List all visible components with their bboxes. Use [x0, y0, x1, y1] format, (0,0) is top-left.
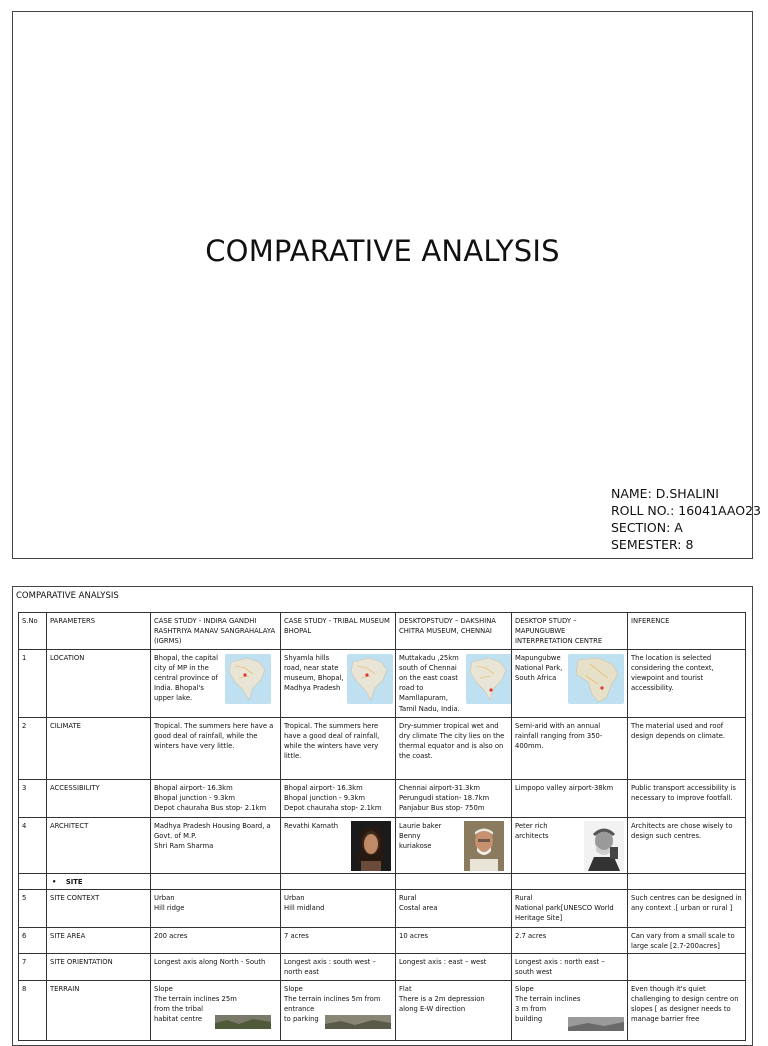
line: Bhopal junction - 9.3km [284, 793, 366, 802]
parameter-label: LOCATION [47, 649, 151, 717]
empty-cell [151, 873, 281, 889]
architect-photo [464, 821, 504, 871]
cell-text: Mapungubwe National Park, South Africa [515, 653, 563, 682]
architect-photo [351, 821, 391, 871]
line: Panjabur Bus stop- 750m [399, 803, 485, 812]
author-block [611, 485, 761, 553]
line: The terrain inclines 25m [154, 994, 237, 1003]
line: Bhopal airport- 16.3km [154, 783, 233, 792]
table-row [19, 717, 746, 779]
line: Revathi Kamath [284, 821, 339, 830]
location-cell [512, 649, 628, 717]
line: Benny [399, 831, 421, 840]
header-cell: S.No [19, 613, 47, 650]
header-cell: DESKTOP STUDY – MAPUNGUBWE INTERPRETATION CENTRE [512, 613, 628, 650]
comparison-title: COMPARATIVE ANALYSIS [16, 591, 119, 601]
parameter-label: ARCHITECT [47, 817, 151, 873]
parameter-label: TERRAIN [47, 980, 151, 1040]
comparison-table [18, 612, 746, 1041]
header-cell: CASE STUDY - TRIBAL MUSEUM BHOPAL [281, 613, 396, 650]
cell-text: Longest axis : east – west [396, 954, 512, 980]
cell-text: Semi-arid with an annual rainfall ranging from 350-400mm. [512, 717, 628, 779]
table-row [19, 649, 746, 717]
parameter-label: CILIMATE [47, 717, 151, 779]
cell-text [512, 889, 628, 927]
cell-text: 7 acres [281, 927, 396, 953]
architect-cell [512, 817, 628, 873]
cell-text [281, 889, 396, 927]
line: Slope [284, 984, 303, 993]
cell-text: 200 acres [151, 927, 281, 953]
parameter-label: ACCESSIBILITY [47, 779, 151, 817]
header-cell: INFERENCE [628, 613, 746, 650]
header-cell: PARAMETERS [47, 613, 151, 650]
line: Hill ridge [154, 903, 185, 912]
cell-text: Tropical. The summers here have a good deal of rainfall, while the winters have very little. [281, 717, 396, 779]
parameter-label: SITE ORIENTATION [47, 954, 151, 980]
slide-title: COMPARATIVE ANALYSIS [205, 234, 560, 268]
cell-text: 2.7 acres [512, 927, 628, 953]
author-roll-no: ROLL NO.: 16041AAO23 [611, 503, 762, 518]
cell-text [396, 779, 512, 817]
empty-cell [19, 873, 47, 889]
line: National park[UNESCO World Heritage Site] [515, 903, 614, 923]
line: Urban [284, 893, 305, 902]
inference-cell: Architects are chose wisely to design such centres. [628, 817, 746, 873]
line: Slope [154, 984, 173, 993]
inference-cell [628, 954, 746, 980]
line: Perungudi station- 18.7km [399, 793, 490, 802]
location-cell [396, 649, 512, 717]
line: from the tribal [154, 1004, 204, 1013]
line: Laurie baker [399, 821, 442, 830]
terrain-cell [281, 980, 396, 1040]
line: The terrain inclines 5m from [284, 994, 381, 1003]
line: Costal area [399, 903, 438, 912]
table-row [19, 927, 746, 953]
line: Slope [515, 984, 534, 993]
cell-text: 10 acres [396, 927, 512, 953]
cell-text: Shyamla hills road, near state museum, Bhopal, Madhya Pradesh [284, 653, 344, 693]
cell-text [151, 779, 281, 817]
row-number: 4 [19, 817, 47, 873]
line: Depot chauraha stop- 2.1km [284, 803, 382, 812]
cell-text: Longest axis : south west – north east [281, 954, 396, 980]
inference-cell: Even though it's quiet challenging to design centre on slopes [ as designer needs to manage barrier free [628, 980, 746, 1040]
line: Rural [515, 893, 533, 902]
table-header-row [19, 613, 746, 650]
location-cell [151, 649, 281, 717]
row-number: 2 [19, 717, 47, 779]
line: along E-W direction [399, 1004, 466, 1013]
line: Flat [399, 984, 412, 993]
table-row [19, 779, 746, 817]
line: Bhopal junction - 9.3km [154, 793, 236, 802]
cell-text [396, 889, 512, 927]
parameter-label: SITE AREA [47, 927, 151, 953]
row-number: 8 [19, 980, 47, 1040]
row-number: 3 [19, 779, 47, 817]
cell-text [151, 889, 281, 927]
table-row [19, 889, 746, 927]
line: Chennai airport-31.3km [399, 783, 480, 792]
line: architects [515, 831, 549, 840]
header-cell: DESKTOPSTUDY – DAKSHINA CHITRA MUSEUM, CHENNAI [396, 613, 512, 650]
inference-cell: Such centres can be designed in any context .[ urban or rural ] [628, 889, 746, 927]
empty-cell [628, 873, 746, 889]
cell-text: Limpopo valley airport-38km [512, 779, 628, 817]
line: Depot chauraha Bus stop- 2.1km [154, 803, 267, 812]
india-map-thumbnail [347, 654, 393, 704]
india-map-thumbnail [466, 654, 512, 704]
empty-cell [512, 873, 628, 889]
cell-text: Dry-summer tropical wet and dry climate The city lies on the thermal equator and is also on the coast. [396, 717, 512, 779]
inference-cell: The location is selected considering the context, viewpoint and tourist accessibility. [628, 649, 746, 717]
empty-cell [396, 873, 512, 889]
title-slide [12, 11, 762, 559]
empty-cell [281, 873, 396, 889]
inference-cell: Public transport accessibility is necessary to improve footfall. [628, 779, 746, 817]
author-semester: SEMESTER: 8 [611, 537, 694, 552]
india-map-thumbnail [225, 654, 271, 704]
location-cell [281, 649, 396, 717]
cell-text [151, 817, 281, 873]
africa-map-thumbnail [568, 654, 624, 704]
terrain-photo [215, 1015, 271, 1029]
terrain-cell [512, 980, 628, 1040]
line: entrance [284, 1004, 315, 1013]
header-cell: CASE STUDY - INDIRA GANDHI RASHTRIYA MANAV SANGRAHALAYA (IGRMS) [151, 613, 281, 650]
terrain-cell [151, 980, 281, 1040]
line: There is a 2m depression [399, 994, 485, 1003]
row-number: 6 [19, 927, 47, 953]
section-label [47, 873, 151, 889]
line: Bhopal airport- 16.3km [284, 783, 363, 792]
cell-text: Longest axis along North - South [151, 954, 281, 980]
terrain-cell [396, 980, 512, 1040]
inference-cell: Can vary from a small scale to large scale [2.7-200acres] [628, 927, 746, 953]
section-title: SITE [65, 877, 83, 886]
line: Urban [154, 893, 175, 902]
cell-text: Longest axis : north east – south west [512, 954, 628, 980]
cell-text [281, 779, 396, 817]
line: The terrain inclines [515, 994, 581, 1003]
parameter-label: SITE CONTEXT [47, 889, 151, 927]
comparison-slide [12, 586, 753, 1046]
inference-cell: The material used and roof design depends on climate. [628, 717, 746, 779]
line: to parking [284, 1015, 319, 1024]
line: kuriakose [399, 841, 432, 850]
line: 3 m from [515, 1004, 547, 1013]
row-number: 5 [19, 889, 47, 927]
line: habitat centre [154, 1015, 203, 1024]
row-number: 1 [19, 649, 47, 717]
table-row [19, 980, 746, 1040]
architect-photo [584, 821, 624, 871]
row-number: 7 [19, 954, 47, 980]
terrain-photo [325, 1015, 391, 1029]
architect-cell [281, 817, 396, 873]
line: Hill midland [284, 903, 325, 912]
line: building [515, 1015, 543, 1024]
bullet: • [52, 877, 66, 886]
line: Madhya Pradesh Housing Board, a Govt. of M.P. [154, 821, 271, 840]
section-row [19, 873, 746, 889]
line: Shri Ram Sharma [154, 841, 214, 850]
cell-text: Muttakadu ,25km south of Chennai on the east coast road to Mamllapuram, Tamil Nadu, India. [399, 653, 460, 713]
author-name: NAME: D.SHALINI [611, 486, 719, 501]
table-row [19, 954, 746, 980]
cell-text: Tropical. The summers here have a good deal of rainfall, while the winters have very little. [151, 717, 281, 779]
architect-cell [396, 817, 512, 873]
author-section: SECTION: A [611, 520, 683, 535]
cell-text: Bhopal, the capital city of MP in the central province of India. Bhopal's upper lake. [154, 653, 218, 703]
line: Rural [399, 893, 417, 902]
table-row [19, 817, 746, 873]
line: Peter rich [515, 821, 548, 830]
